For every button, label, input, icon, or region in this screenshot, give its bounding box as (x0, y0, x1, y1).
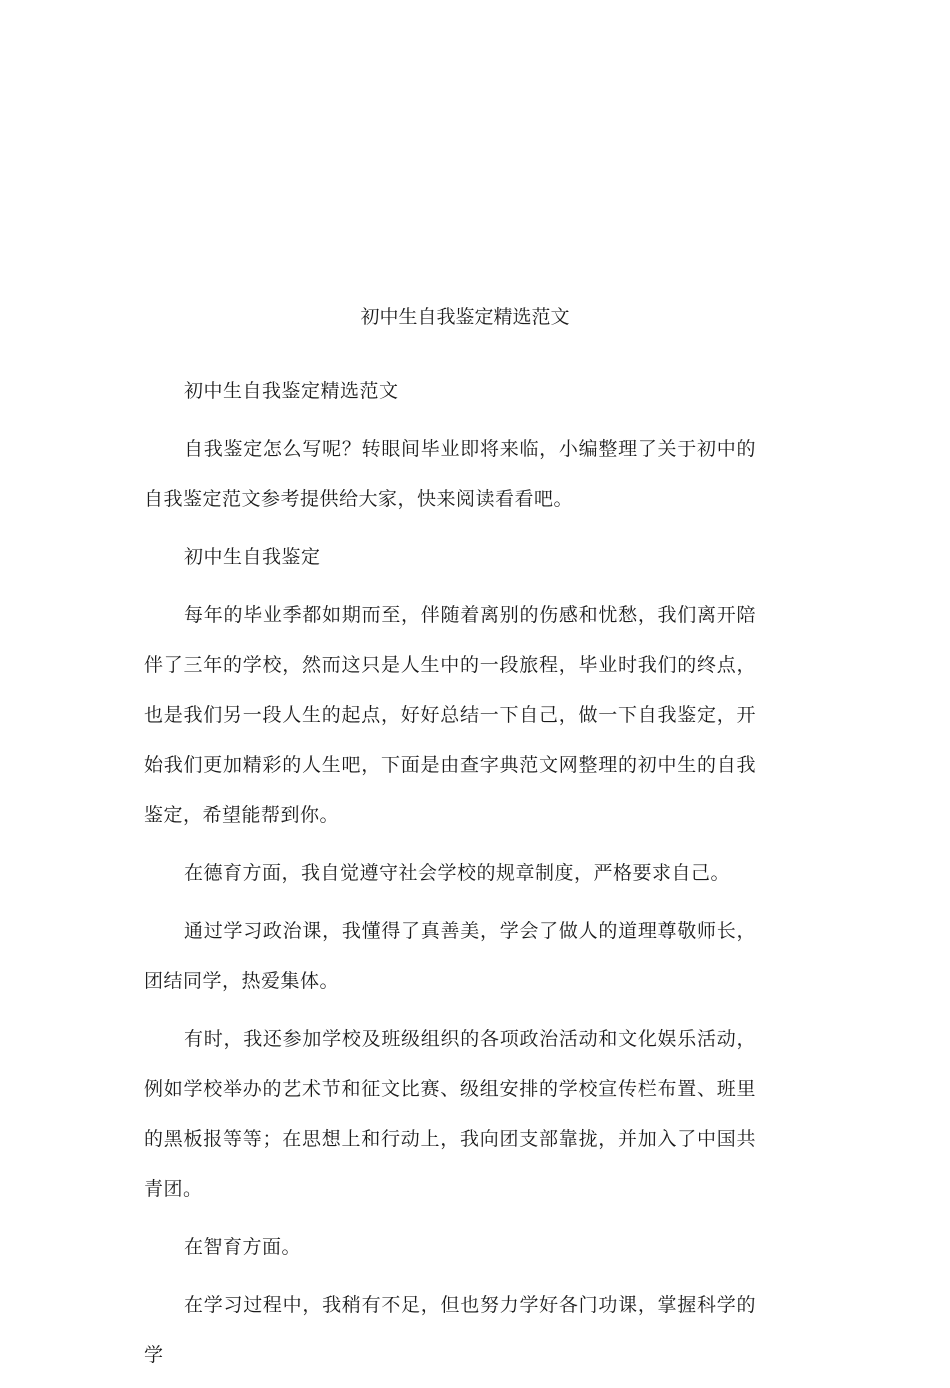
paragraph-moral-education: 在德育方面，我自觉遵守社会学校的规章制度，严格要求自己。 (184, 862, 731, 884)
paragraph-graduation: 每年的毕业季都如期而至，伴随着离别的伤感和忧愁，我们离开陪伴了三年的学校，然而这只是人生中的一段旅程，毕业时我们的终点，也是我们另一段人生的起点，好好总结一下自己，做一下自我鉴定，开始我们更加精彩的人生吧，下面是由查字典范文网整理的初中生的自我鉴定，希望能帮到你。 (144, 604, 756, 826)
paragraph-section-heading: 初中生自我鉴定 (184, 546, 321, 568)
paragraph-subtitle: 初中生自我鉴定精选范文 (184, 380, 399, 402)
paragraph-intro: 自我鉴定怎么写呢？转眼间毕业即将来临，小编整理了关于初中的自我鉴定范文参考提供给大家，快来阅读看看吧。 (144, 438, 756, 510)
paragraph-activities: 有时，我还参加学校及班级组织的各项政治活动和文化娱乐活动，例如学校举办的艺术节和征文比赛、级组安排的学校宣传栏布置、班里的黑板报等等；在思想上和行动上，我向团支部靠拢，并加入了中国共青团。 (144, 1028, 756, 1200)
paragraph-politics-class: 通过学习政治课，我懂得了真善美，学会了做人的道理尊敬师长，团结同学，热爱集体。 (144, 920, 756, 992)
paragraph-study-process: 在学习过程中，我稍有不足，但也努力学好各门功课，掌握科学的学 (144, 1294, 756, 1366)
document-title: 初中生自我鉴定精选范文 (360, 306, 570, 328)
document-body (144, 366, 756, 1388)
paragraph-intellectual-education: 在智育方面。 (184, 1236, 302, 1258)
